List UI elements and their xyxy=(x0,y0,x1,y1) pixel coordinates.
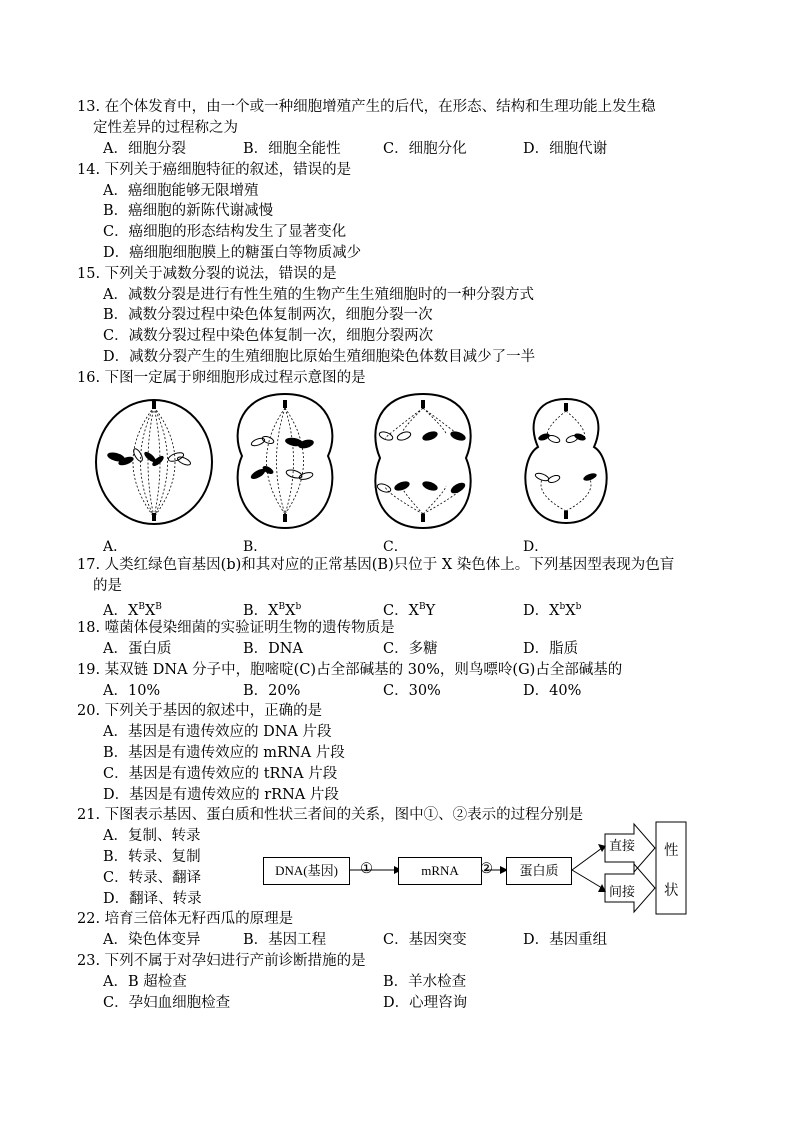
q15-option-c: C．减数分裂过程中染色体复制一次，细胞分裂两次 xyxy=(103,328,434,344)
q18-option-a: A．蛋白质 xyxy=(103,641,172,657)
q22-stem: 22. 培育三倍体无籽西瓜的原理是 xyxy=(77,911,294,927)
q14-option-b: B．癌细胞的新陈代谢减慢 xyxy=(103,203,274,219)
q22-option-b: B．基因工程 xyxy=(243,932,327,948)
q20-option-d: D．基因是有遗传效应的 rRNA 片段 xyxy=(103,787,339,803)
allele-x: X xyxy=(565,602,576,619)
cell-d-label: D． xyxy=(523,539,549,555)
trait-label-2: 状 xyxy=(664,883,679,899)
allele-y: Y xyxy=(425,602,436,619)
q13-option-c: C．细胞分化 xyxy=(383,141,467,157)
q19-option-d: D．40% xyxy=(523,683,582,699)
q15-option-b: B．减数分裂过程中染色体复制两次，细胞分裂一次 xyxy=(103,307,433,323)
cell-d-figure xyxy=(518,395,618,530)
q22-option-d: D．基因重组 xyxy=(523,932,608,948)
genotype-label: B． xyxy=(243,602,269,619)
allele-x: X xyxy=(144,602,156,619)
direct-label: 直接 xyxy=(609,839,636,854)
q18-option-d: D．脂质 xyxy=(523,641,579,657)
cell-c-label: C． xyxy=(383,539,408,555)
genotype-label: A． xyxy=(103,602,128,619)
q18-stem: 18. 噬菌体侵染细菌的实验证明生物的遗传物质是 xyxy=(77,620,395,636)
q19-option-a: A．10% xyxy=(103,683,161,699)
trait-box xyxy=(656,822,686,914)
q13-option-a: A．细胞分裂 xyxy=(103,141,186,157)
genotype-label: C． xyxy=(383,602,409,619)
q20-option-b: B．基因是有遗传效应的 mRNA 片段 xyxy=(103,745,345,761)
allele-sup: B xyxy=(138,602,145,612)
q20-option-a: A．基因是有遗传效应的 DNA 片段 xyxy=(103,724,332,740)
q21-option-d: D．翻译、转录 xyxy=(103,891,202,907)
q17-option-b xyxy=(243,598,301,620)
q21-option-a: A．复制、转录 xyxy=(103,828,201,844)
allele-sup: b xyxy=(575,602,582,612)
cell-b-figure xyxy=(228,390,343,532)
q17-option-c xyxy=(383,598,435,620)
q15-option-d: D．减数分裂产生的生殖细胞比原始生殖细胞染色体数目减少了一半 xyxy=(103,349,536,365)
q17-option-a xyxy=(103,598,162,620)
dna-gene-box: DNA(基因) xyxy=(263,857,350,885)
mrna-box: mRNA xyxy=(398,857,482,885)
allele-x: X xyxy=(408,602,419,619)
q15-stem: 15. 下列关于减数分裂的说法，错误的是 xyxy=(77,266,337,282)
q23-option-a: A．B 超检查 xyxy=(103,974,187,990)
allele-sup: b xyxy=(559,602,566,612)
q23-option-b: B．羊水检查 xyxy=(383,974,467,990)
arrow-indirect xyxy=(572,870,602,888)
q22-option-c: C．基因突变 xyxy=(383,932,467,948)
q19-option-c: C．30% xyxy=(383,683,441,699)
genotype-label: D． xyxy=(523,602,550,619)
allele-sup: B xyxy=(278,602,286,612)
q13-option-d: D．细胞代谢 xyxy=(523,141,608,157)
allele-x: X xyxy=(268,602,279,619)
q14-option-d: D．癌细胞细胞膜上的糖蛋白等物质减少 xyxy=(103,245,362,261)
q20-option-c: C．基因是有遗传效应的 tRNA 片段 xyxy=(103,766,338,782)
q23-option-c: C．孕妇血细胞检查 xyxy=(103,995,231,1011)
q18-option-c: C．多糖 xyxy=(383,641,438,657)
cell-a-label: A． xyxy=(103,539,128,555)
allele-sup: B xyxy=(418,602,426,612)
q16-stem: 16. 下图一定属于卵细胞形成过程示意图的是 xyxy=(77,370,366,386)
trait-label-1: 性 xyxy=(664,843,679,859)
q14-option-c: C．癌细胞的形态结构发生了显著变化 xyxy=(103,224,347,240)
q23-option-d: D．心理咨询 xyxy=(383,995,468,1011)
q20-stem: 20. 下列关于基因的叙述中，正确的是 xyxy=(77,703,323,719)
allele-sup: b xyxy=(295,602,302,612)
q14-stem: 14. 下列关于癌细胞特征的叙述，错误的是 xyxy=(77,162,352,178)
indirect-label: 间接 xyxy=(609,885,636,900)
q22-option-a: A．染色体变异 xyxy=(103,932,201,948)
q18-option-b: B．DNA xyxy=(243,641,303,657)
q21-stem: 21. 下图表示基因、蛋白质和性状三者间的关系，图中①、②表示的过程分别是 xyxy=(77,807,584,823)
q13-stem-line2: 定性差异的过程称之为 xyxy=(93,120,238,136)
q23-stem: 23. 下列不属于对孕妇进行产前诊断措施的是 xyxy=(77,953,366,969)
q21-option-b: B．转录、复制 xyxy=(103,849,201,865)
cell-c-figure xyxy=(366,390,481,532)
allele-x: X xyxy=(285,602,296,619)
protein-box: 蛋白质 xyxy=(506,857,572,885)
arrow-direct xyxy=(572,848,602,870)
cell-b-label: B． xyxy=(243,539,268,555)
step-1-label: ① xyxy=(360,861,373,877)
step-2-label: ② xyxy=(480,861,493,877)
q15-option-a: A．减数分裂是进行有性生殖的生物产生生殖细胞时的一种分裂方式 xyxy=(103,287,534,303)
q13-stem-line1: 13. 在个体发育中，由一个或一种细胞增殖产生的后代，在形态、结构和生理功能上发生稳 xyxy=(77,99,656,115)
cell-a-figure xyxy=(92,395,217,530)
allele-x: X xyxy=(127,602,139,619)
q13-option-b: B．细胞全能性 xyxy=(243,141,341,157)
q19-stem: 19. 某双链 DNA 分子中，胞嘧啶(C)占全部碱基的 30%，则鸟嘌呤(G)占全部碱基的 xyxy=(77,662,623,678)
allele-x: X xyxy=(549,602,560,619)
q14-option-a: A．癌细胞能够无限增殖 xyxy=(103,183,259,199)
q17-stem-line2: 的是 xyxy=(93,578,122,594)
q17-stem-line1: 17. 人类红绿色盲基因(b)和其对应的正常基因(B)只位于 X 染色体上。下列基因型表现为色盲 xyxy=(77,557,675,573)
q19-option-b: B．20% xyxy=(243,683,301,699)
allele-sup: B xyxy=(155,602,162,612)
q21-option-c: C．转录、翻译 xyxy=(103,870,202,886)
q17-option-d xyxy=(523,598,581,620)
